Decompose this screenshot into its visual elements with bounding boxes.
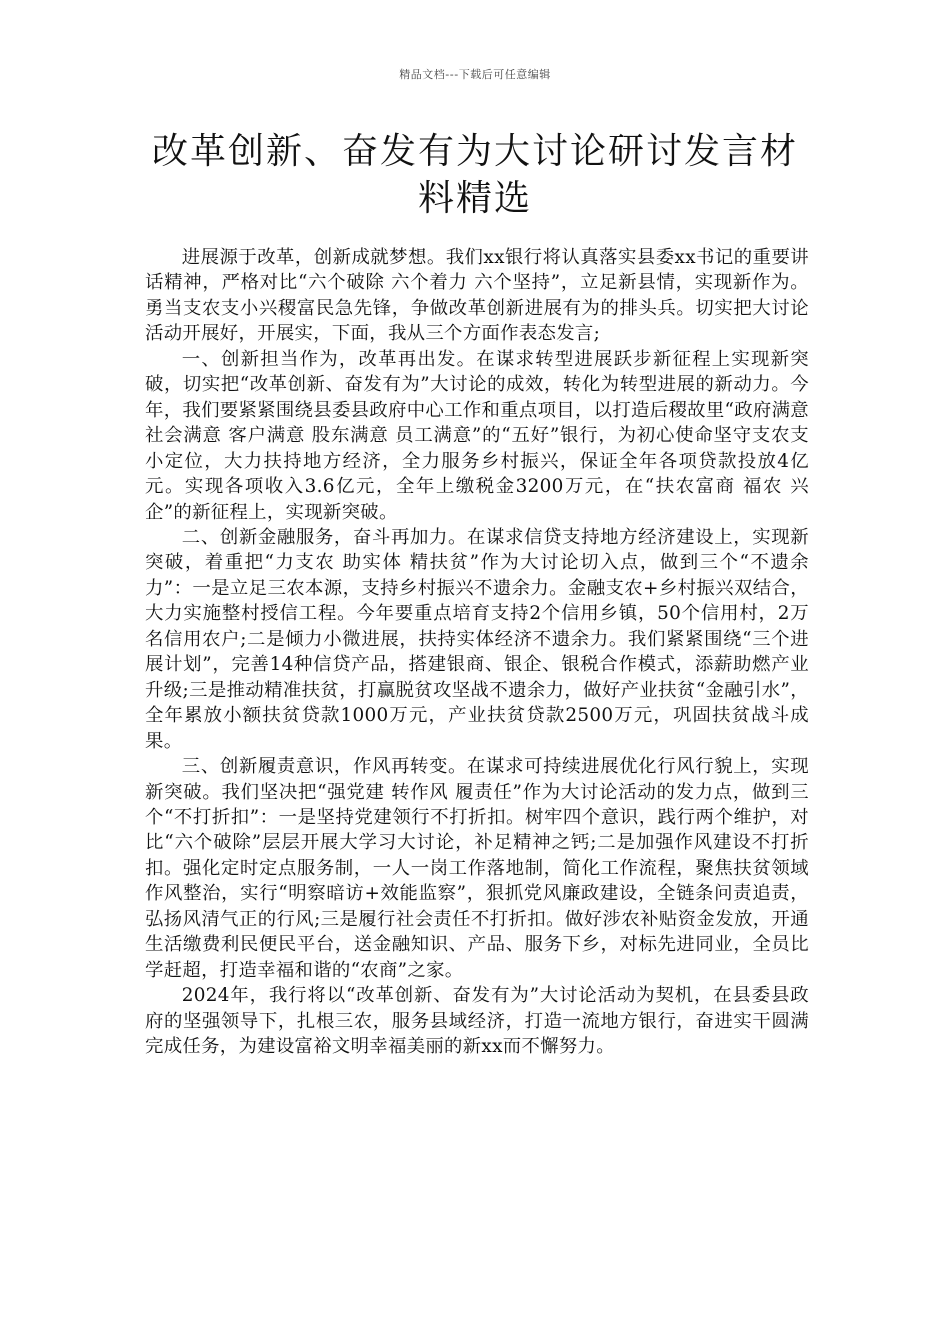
paragraph-section-2: 二、创新金融服务，奋斗再加力。在谋求信贷支持地方经济建设上，实现新突破，着重把“力支农 助实体 精扶贫”作为大讨论切入点，做到三个“不遗余力”：一是立足三农本源，支持乡村振兴不遗余力。金融支农+乡村振兴双结合，大力实施整村授信工程。今年要重点培育支持2个信用乡镇，50个信用村，2万名信用农户;二是倾力小微进展，扶持实体经济不遗余力。我们紧紧围绕“三个进展计划”，完善14种信贷产品，搭建银商、银企、银税合作模式，添薪助燃产业升级;三是推动精准扶贫，打赢脱贫攻坚战不遗余力，做好产业扶贫“金融引水”，全年累放小额扶贫贷款1000万元，产业扶贫贷款2500万元，巩固扶贫战斗成果。 <box>145 526 809 752</box>
paragraph-section-3: 三、创新履责意识，作风再转变。在谋求可持续进展优化行风行貌上，实现新突破。我们坚决把“强党建 转作风 履责任”作为大讨论活动的发力点，做到三个“不打折扣”：一是坚持党建领行不打折扣。树牢四个意识，践行两个维护，对比“六个破除”层层开展大学习大讨论，补足精神之钙;二是加强作风建设不打折扣。强化定时定点服务制，一人一岗工作落地制，简化工作流程，聚焦扶贫领域作风整治，实行“明察暗访+效能监察”，狠抓党风廉政建设，全链条问责追责，弘扬风清气正的行风;三是履行社会责任不打折扣。做好涉农补贴资金发放，开通生活缴费利民便民平台，送金融知识、产品、服务下乡，对标先进同业，全员比学赶超，打造幸福和谐的“农商”之家。 <box>145 756 809 981</box>
page-header: 精品文档---下载后可任意编辑 <box>399 68 551 81</box>
paragraph-section-1: 一、创新担当作为，改革再出发。在谋求转型进展跃步新征程上实现新突破，切实把“改革创新、奋发有为”大讨论的成效，转化为转型进展的新动力。今年，我们要紧紧围绕县委县政府中心工作和重点项目，以打造后稷故里“政府满意 社会满意 客户满意 股东满意 员工满意”的“五好”银行，为初心使命坚守支农支小定位，大力扶持地方经济，全力服务乡村振兴，保证全年各项贷款投放4亿元。实现各项收入3.6亿元，全年上缴税金3200万元，在“扶农富商 福农 兴企”的新征程上，实现新突破。 <box>145 348 809 523</box>
paragraph-conclusion: 2024年，我行将以“改革创新、奋发有为”大讨论活动为契机，在县委县政府的坚强领导下，扎根三农，服务县域经济，打造一流地方银行，奋进实干圆满完成任务，为建设富裕文明幸福美丽的新xx而不懈努力。 <box>145 985 809 1058</box>
paragraph-intro: 进展源于改革，创新成就梦想。我们xx银行将认真落实县委xx书记的重要讲话精神，严格对比“六个破除 六个着力 六个坚持”，立足新县情，实现新作为。勇当支农支小兴稷富民急先锋，争做改革创新进展有为的排头兵。切实把大讨论活动开展好，开展实，下面，我从三个方面作表态发言; <box>145 247 809 345</box>
document-body <box>145 245 809 1060</box>
document-title: 改革创新、奋发有为大讨论研讨发言材料精选 <box>151 131 798 219</box>
